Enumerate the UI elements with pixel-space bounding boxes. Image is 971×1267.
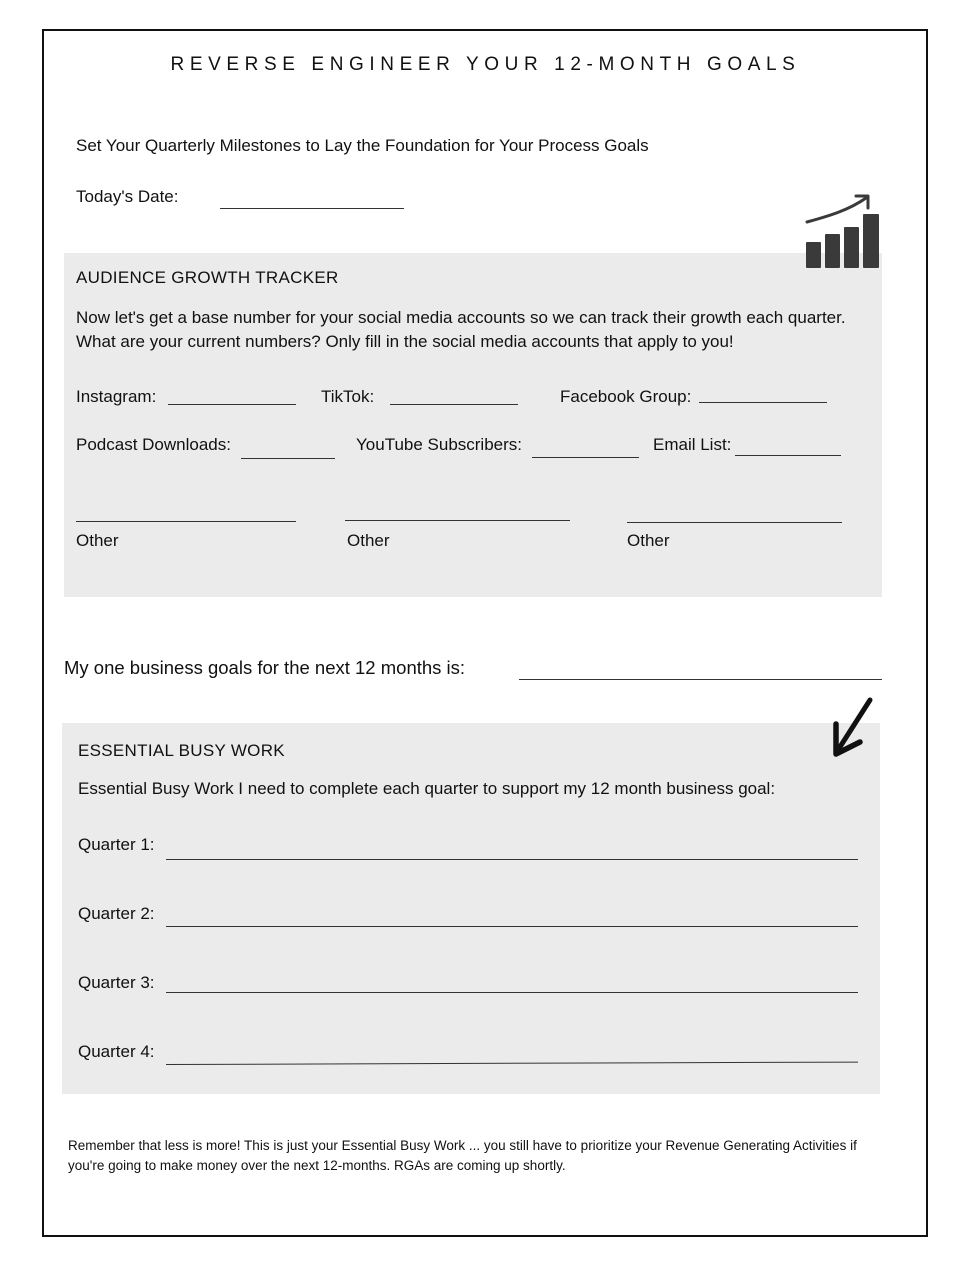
podcast-downloads-field[interactable] bbox=[241, 458, 335, 459]
podcast-downloads-label: Podcast Downloads: bbox=[76, 435, 231, 454]
date-label: Today's Date: bbox=[76, 187, 179, 206]
audience-tracker-heading: AUDIENCE GROWTH TRACKER bbox=[76, 268, 339, 287]
footer-note-line-2: you're going to make money over the next 12-months. RGAs are coming up shortly. bbox=[68, 1158, 566, 1173]
busy-work-description: Essential Busy Work I need to complete each quarter to support my 12 month business goal: bbox=[78, 779, 776, 798]
quarter-1-label: Quarter 1: bbox=[78, 835, 155, 854]
facebook-group-field[interactable] bbox=[699, 402, 827, 403]
email-list-label: Email List: bbox=[653, 435, 732, 454]
audience-tracker-description-1: Now let's get a base number for your social media accounts so we can track their growth each quarter. bbox=[76, 308, 846, 327]
tiktok-label: TikTok: bbox=[321, 387, 375, 406]
other-field-3[interactable] bbox=[627, 522, 842, 523]
page-subtitle: Set Your Quarterly Milestones to Lay the Foundation for Your Process Goals bbox=[76, 136, 649, 155]
tiktok-field[interactable] bbox=[390, 404, 518, 405]
footer-note-line-1: Remember that less is more! This is just your Essential Busy Work ... you still have to prioritize your Revenue Generating Activities if bbox=[68, 1138, 857, 1153]
quarter-2-label: Quarter 2: bbox=[78, 904, 155, 923]
busy-work-heading: ESSENTIAL BUSY WORK bbox=[78, 741, 285, 760]
other-label-2: Other bbox=[347, 531, 390, 550]
instagram-label: Instagram: bbox=[76, 387, 157, 406]
page-title: REVERSE ENGINEER YOUR 12-MONTH GOALS bbox=[170, 54, 801, 75]
instagram-field[interactable] bbox=[168, 404, 296, 405]
business-goal-label: My one business goals for the next 12 months is: bbox=[64, 657, 466, 678]
email-list-field[interactable] bbox=[735, 455, 841, 456]
growth-chart-icon bbox=[804, 192, 882, 270]
facebook-group-label: Facebook Group: bbox=[560, 387, 692, 406]
business-goal-field[interactable] bbox=[519, 679, 882, 680]
quarter-4-label: Quarter 4: bbox=[78, 1042, 155, 1061]
footer-note bbox=[68, 1136, 888, 1176]
quarter-2-field[interactable] bbox=[166, 926, 858, 927]
quarter-3-field[interactable] bbox=[166, 992, 858, 993]
arrow-down-left-icon bbox=[826, 696, 876, 762]
date-field[interactable] bbox=[220, 208, 404, 209]
youtube-subscribers-field[interactable] bbox=[532, 457, 639, 458]
other-label-1: Other bbox=[76, 531, 119, 550]
audience-growth-tracker-panel bbox=[64, 253, 882, 597]
youtube-subscribers-label: YouTube Subscribers: bbox=[356, 435, 523, 454]
quarter-1-field[interactable] bbox=[166, 859, 858, 860]
quarter-3-label: Quarter 3: bbox=[78, 973, 155, 992]
other-field-1[interactable] bbox=[76, 521, 296, 522]
other-field-2[interactable] bbox=[345, 520, 570, 521]
audience-tracker-description-2: What are your current numbers? Only fill in the social media accounts that apply to you! bbox=[76, 332, 734, 351]
other-label-3: Other bbox=[627, 531, 670, 550]
